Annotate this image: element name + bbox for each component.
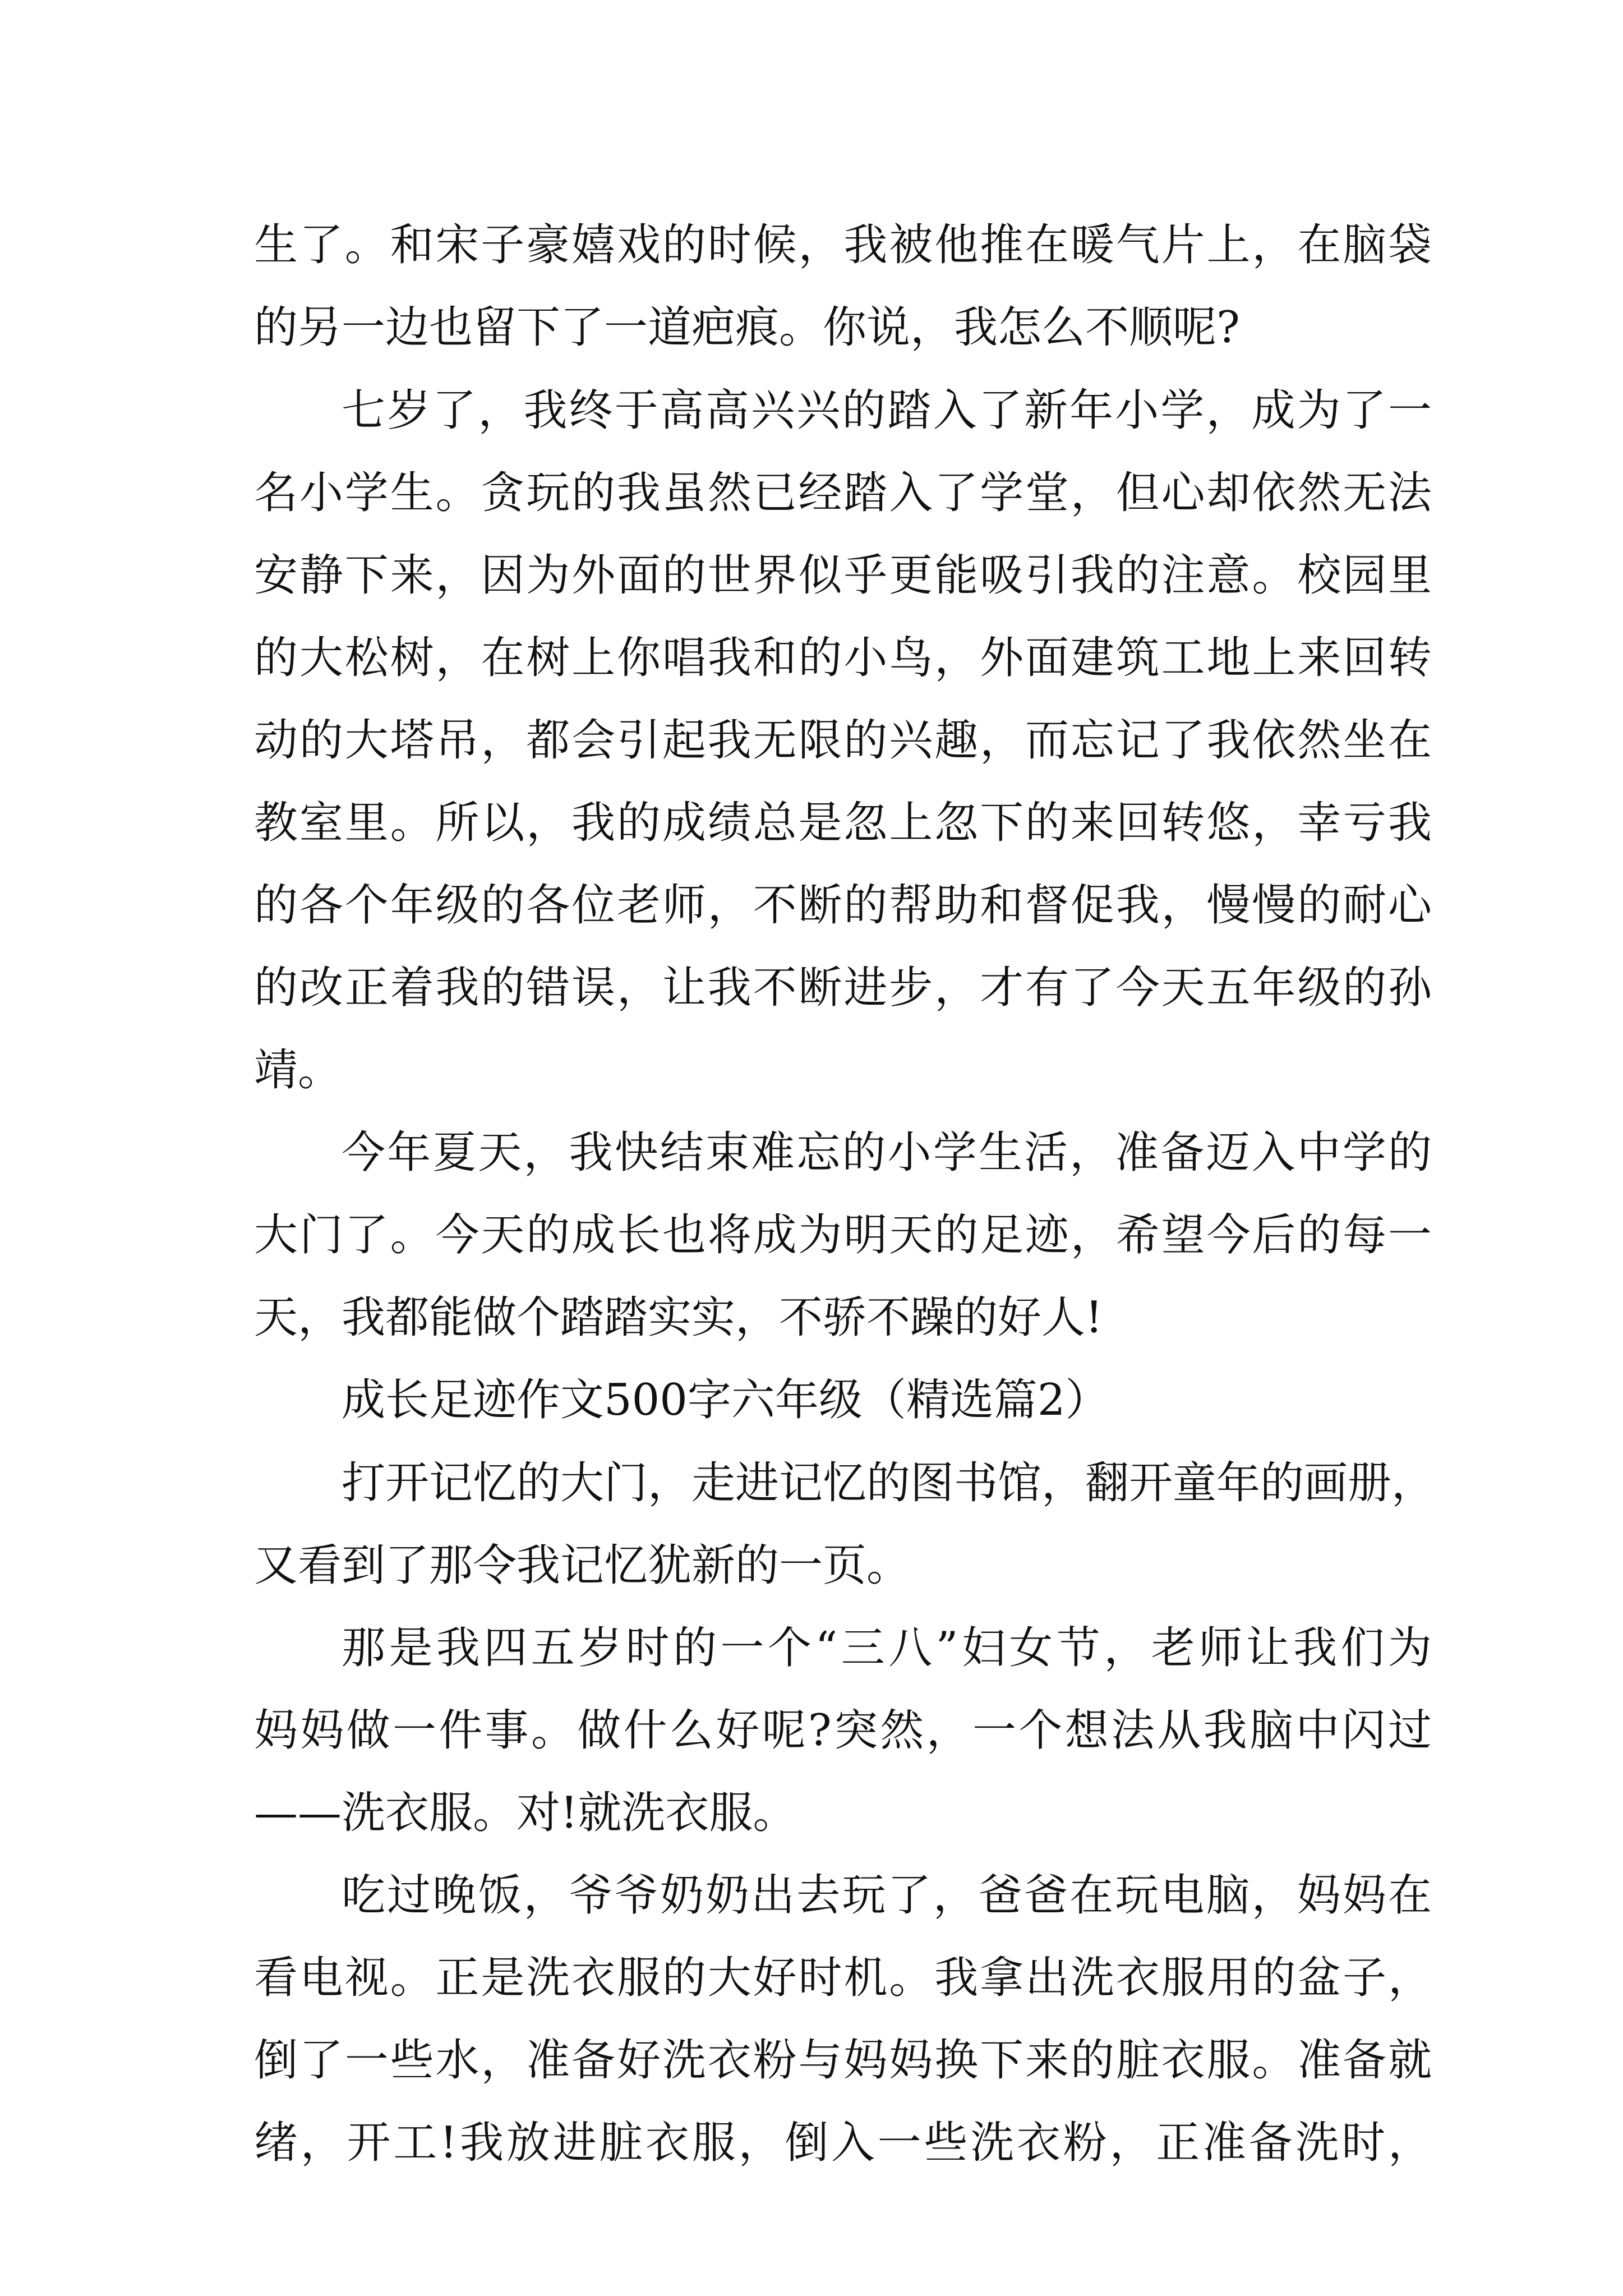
text-line: 那是我四五岁时的一个“三八”妇女节，老师让我们为: [342, 1623, 1432, 1673]
section-heading: 成长足迹作文500字六年级（精选篇2）: [342, 1375, 1109, 1425]
text-line: 妈妈做一件事。做什么好呢?突然，一个想法从我脑中闪过: [254, 1705, 1432, 1756]
text-line: 安静下来，因为外面的世界似乎更能吸引我的注意。校园里: [254, 550, 1432, 601]
text-line: 今年夏天，我快结束难忘的小学生活，准备迈入中学的: [342, 1128, 1432, 1178]
text-line: 的大松树，在树上你唱我和的小鸟，外面建筑工地上来回转: [254, 633, 1432, 683]
text-line: 吃过晚饭，爷爷奶奶出去玩了，爸爸在玩电脑，妈妈在: [342, 1870, 1432, 1921]
text-line: 七岁了，我终于高高兴兴的踏入了新年小学，成为了一: [342, 385, 1432, 436]
text-line: 看电视。正是洗衣服的大好时机。我拿出洗衣服用的盆子，: [254, 1953, 1432, 2003]
text-line: 又看到了那令我记忆犹新的一页。: [254, 1540, 911, 1591]
text-line: 倒了一些水，准备好洗衣粉与妈妈换下来的脏衣服。准备就: [254, 2035, 1432, 2086]
text-line: 名小学生。贪玩的我虽然已经踏入了学堂，但心却依然无法: [254, 468, 1432, 518]
text-line: 打开记忆的大门，走进记忆的图书馆，翻开童年的画册，: [342, 1458, 1436, 1508]
text-line: 的改正着我的错误，让我不断进步，才有了今天五年级的孙: [254, 963, 1432, 1013]
text-line: ——洗衣服。对!就洗衣服。: [254, 1788, 797, 1838]
text-line: 天，我都能做个踏踏实实，不骄不躁的好人!: [254, 1292, 1103, 1343]
text-line: 大门了。今天的成长也将成为明天的足迹，希望今后的每一: [254, 1210, 1432, 1260]
text-line: 动的大塔吊，都会引起我无限的兴趣，而忘记了我依然坐在: [254, 715, 1432, 766]
text-line: 教室里。所以，我的成绩总是忽上忽下的来回转悠，幸亏我: [254, 798, 1432, 848]
text-line: 的另一边也留下了一道疤痕。你说，我怎么不顺呢?: [254, 302, 1240, 353]
text-line: 的各个年级的各位老师，不断的帮助和督促我，慢慢的耐心: [254, 880, 1432, 931]
text-line: 靖。: [254, 1045, 342, 1096]
text-line: 绪，开工!我放进脏衣服，倒入一些洗衣粉，正准备洗时，: [254, 2118, 1432, 2168]
text-line: 生了。和宋子豪嬉戏的时候，我被他推在暖气片上，在脑袋: [254, 220, 1432, 270]
